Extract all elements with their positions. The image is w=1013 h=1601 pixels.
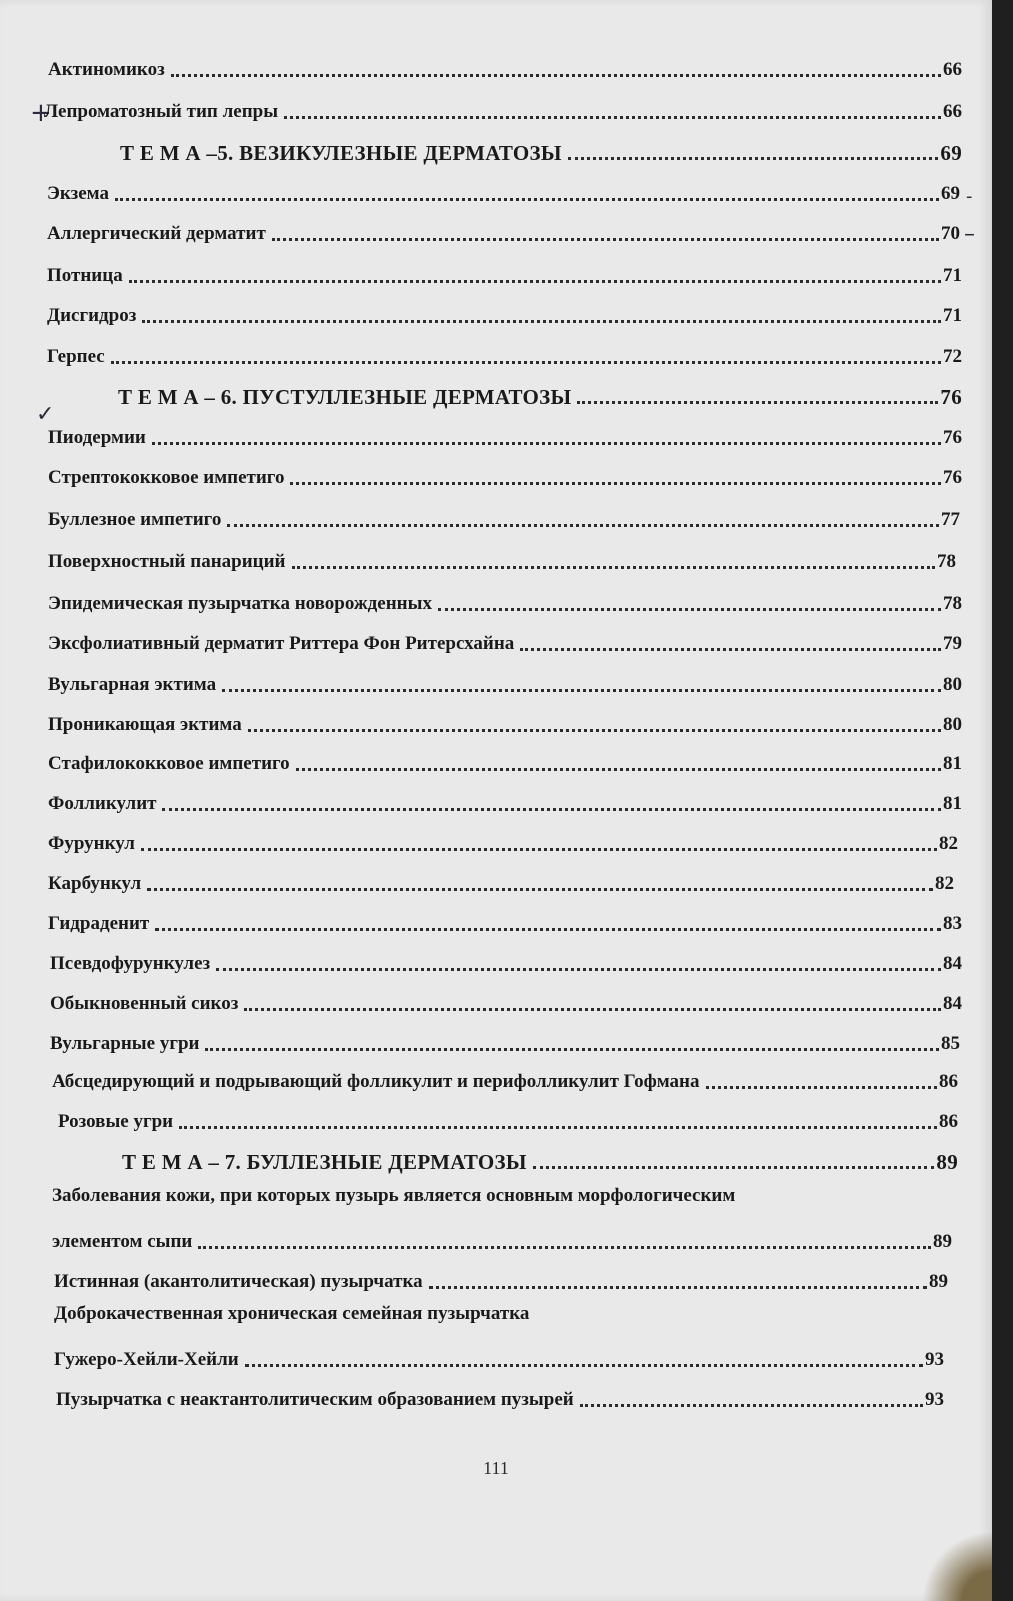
- toc-entry: [54, 1264, 948, 1294]
- toc-entry-label: Актиномикоз: [48, 59, 165, 80]
- toc-entry-label: Доброкачественная хроническая семейная пузырчатка: [54, 1303, 530, 1324]
- toc-entry: [58, 1104, 958, 1134]
- toc-entry: [47, 298, 962, 328]
- toc-entry-label: Гужеро-Хейли-Хейли: [54, 1349, 239, 1370]
- toc-entry-page: 80: [943, 674, 962, 695]
- leader-dots: [155, 908, 941, 931]
- toc-entry: [52, 1064, 958, 1094]
- toc-entry-page: 69: [941, 183, 960, 204]
- toc-entry-page: 81: [943, 753, 962, 774]
- toc-entry-label: Аллергический дерматит: [47, 223, 266, 244]
- toc-entry: [48, 626, 962, 656]
- toc-entry: [54, 1342, 944, 1372]
- toc-entry-page: 66: [943, 59, 962, 80]
- toc-section-heading: [118, 379, 962, 409]
- toc-section-heading: [120, 135, 962, 165]
- toc-entry: [47, 258, 962, 288]
- toc-entry: [48, 460, 962, 490]
- toc-entry-page: 85: [941, 1033, 960, 1054]
- toc-entry-label: Гидраденит: [48, 913, 150, 934]
- leader-dots: [115, 178, 939, 201]
- toc-entry-label: Потница: [47, 265, 123, 286]
- toc-entry-label: Вульгарные угри: [50, 1033, 200, 1054]
- leader-dots: [577, 381, 938, 404]
- leader-dots: [171, 54, 941, 77]
- toc-entry: [50, 1026, 960, 1056]
- toc-entry-label: Дисгидроз: [47, 305, 137, 326]
- toc-entry-page: 76: [943, 427, 962, 448]
- leader-dots: [296, 748, 941, 771]
- toc-entry-label: элементом сыпи: [52, 1231, 193, 1252]
- toc-entry-label: Стрептококковое импетиго: [48, 467, 285, 488]
- toc-entry-page: 89: [929, 1271, 948, 1292]
- toc-entry-page: 76: [940, 385, 962, 409]
- toc-entry-page: 84: [943, 953, 962, 974]
- leader-dots: [198, 1226, 931, 1249]
- toc-entry: [48, 52, 962, 82]
- toc-entry: [52, 1224, 952, 1254]
- toc-entry: [48, 544, 956, 574]
- toc-entry: [48, 746, 962, 776]
- leader-dots: [216, 948, 941, 971]
- toc-entry: [56, 1382, 944, 1412]
- toc-entry-page: 79: [943, 633, 962, 654]
- toc-entry: [48, 866, 954, 896]
- toc-entry: [50, 986, 962, 1016]
- toc-entry-label: Поверхностный панариций: [48, 551, 286, 572]
- toc-entry-page: 86: [939, 1111, 958, 1132]
- leader-dots: [438, 588, 941, 611]
- leader-dots: [248, 709, 941, 732]
- leader-dots: [227, 504, 939, 527]
- pencil-checkmark: ✓: [36, 402, 55, 427]
- leader-dots: [179, 1106, 937, 1129]
- toc-entry-page: 89: [936, 1150, 958, 1174]
- toc-entry: [47, 176, 960, 206]
- leader-dots: [290, 462, 941, 485]
- leader-dots: [284, 96, 941, 119]
- toc-entry-label: Обыкновенный сикоз: [50, 993, 239, 1014]
- leader-dots: [222, 669, 941, 692]
- toc-entry-label: Стафилококковое импетиго: [48, 753, 290, 774]
- toc-entry-page: 81: [943, 793, 962, 814]
- toc-entry-page: 72: [943, 346, 962, 367]
- leader-dots: [142, 300, 941, 323]
- leader-dots: [520, 628, 941, 651]
- pencil-mark-dash: –: [964, 222, 975, 247]
- toc-entry-label: Буллезное импетиго: [48, 509, 222, 530]
- toc-entry-page: 84: [943, 993, 962, 1014]
- toc-entry-page: 76: [943, 467, 962, 488]
- toc-entry-page: 82: [935, 873, 954, 894]
- toc-entry: [50, 946, 962, 976]
- toc-entry-page: 93: [925, 1389, 944, 1410]
- toc-entry: [48, 502, 960, 532]
- page-corner-shadow: [922, 1531, 992, 1601]
- toc-entry-label: Пузырчатка с неактантолитическим образованием пузырей: [56, 1389, 574, 1410]
- toc-entry-page: 82: [939, 833, 958, 854]
- toc-entry: [48, 786, 962, 816]
- toc-entry-page: 89: [933, 1231, 952, 1252]
- leader-dots: [292, 546, 935, 569]
- leader-dots: [129, 260, 941, 283]
- toc-entry: [47, 339, 962, 369]
- toc-entry: [48, 826, 958, 856]
- leader-dots: [111, 341, 941, 364]
- toc-entry-label: Карбункул: [48, 873, 142, 894]
- leader-dots: [162, 788, 941, 811]
- toc-entry: [44, 94, 962, 124]
- pencil-mark-dash: -: [966, 186, 973, 207]
- toc-entry-label: Розовые угри: [58, 1111, 174, 1132]
- toc-entry: [48, 707, 962, 737]
- toc-entry-label: Лепроматозный тип лепры: [44, 101, 279, 122]
- toc-entry-label: Истинная (акантолитическая) пузырчатка: [54, 1271, 423, 1292]
- leader-dots: [568, 137, 939, 160]
- leader-dots: [272, 218, 939, 241]
- toc-entry-page: 71: [943, 305, 962, 326]
- leader-dots: [147, 868, 933, 891]
- toc-entry-text: [54, 1302, 948, 1332]
- toc-entry-page: 93: [925, 1349, 944, 1370]
- section-heading-label: Т Е М А –5. ВЕЗИКУЛЕЗНЫЕ ДЕРМАТОЗЫ: [120, 141, 562, 165]
- toc-entry-page: 66: [943, 101, 962, 122]
- page-number: 111: [483, 1458, 509, 1478]
- toc-entry-page: 77: [941, 509, 960, 530]
- leader-dots: [580, 1384, 923, 1407]
- pencil-mark-plus: +: [30, 98, 52, 128]
- leader-dots: [706, 1066, 937, 1089]
- toc-entry-label: Псевдофурункулез: [50, 953, 211, 974]
- toc-entry-page: 78: [937, 551, 956, 572]
- toc-entry-page: 70: [941, 223, 960, 244]
- toc-entry-label: Фурункул: [48, 833, 135, 854]
- toc-entry-label: Пиодермии: [48, 427, 146, 448]
- toc-entry: [48, 906, 962, 936]
- toc-entry-page: 69: [940, 141, 962, 165]
- leader-dots: [533, 1146, 935, 1169]
- toc-entry-text: [52, 1184, 958, 1214]
- toc-entry-label: Эпидемическая пузырчатка новорожденных: [48, 593, 432, 614]
- section-heading-label: Т Е М А – 6. ПУСТУЛЛЕЗНЫЕ ДЕРМАТОЗЫ: [118, 385, 572, 409]
- toc-entry-page: 71: [943, 265, 962, 286]
- toc-entry-label: Экзема: [47, 183, 109, 204]
- section-heading-label: Т Е М А – 7. БУЛЛЕЗНЫЕ ДЕРМАТОЗЫ: [122, 1150, 527, 1174]
- toc-entry-label: Заболевания кожи, при которых пузырь является основным морфологическим: [52, 1185, 736, 1206]
- toc-section-heading: [122, 1144, 958, 1174]
- leader-dots: [205, 1028, 939, 1051]
- toc-entry-label: Герпес: [47, 346, 105, 367]
- leader-dots: [245, 1344, 923, 1367]
- toc-entry-page: 86: [939, 1071, 958, 1092]
- leader-dots: [141, 828, 937, 851]
- toc-entry-label: Абсцедирующий и подрывающий фолликулит и перифолликулит Гофмана: [52, 1071, 700, 1092]
- toc-entry: [47, 216, 960, 246]
- toc-entry-page: 83: [943, 913, 962, 934]
- toc-entry-page: 80: [943, 714, 962, 735]
- toc-entry-label: Фолликулит: [48, 793, 157, 814]
- toc-entry: [48, 667, 962, 697]
- leader-dots: [244, 988, 941, 1011]
- toc-entry-label: Эксфолиативный дерматит Риттера Фон Ритерсхайна: [48, 633, 515, 654]
- leader-dots: [429, 1266, 927, 1289]
- leader-dots: [152, 422, 941, 445]
- toc-entry-label: Вульгарная эктима: [48, 674, 217, 695]
- toc-entry-label: Проникающая эктима: [48, 714, 242, 735]
- toc-entry: [48, 420, 962, 450]
- toc-entry-page: 78: [943, 593, 962, 614]
- toc-entry: [48, 586, 962, 616]
